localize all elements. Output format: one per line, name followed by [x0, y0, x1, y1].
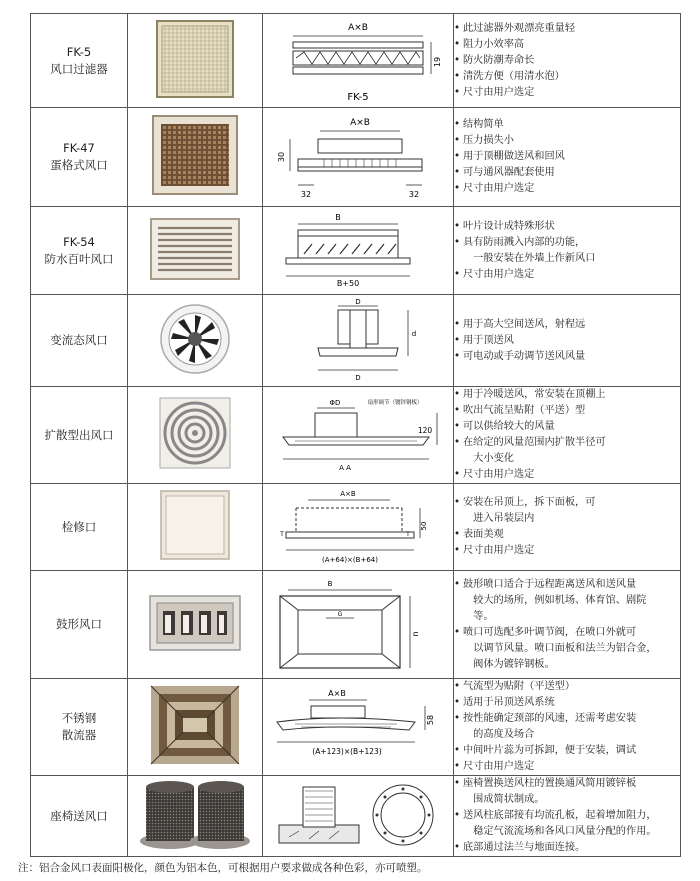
bullet-icon: •: [454, 318, 461, 330]
photo-cell: [128, 571, 263, 679]
filter-photo: [155, 19, 235, 99]
feature-text: 可与通风器配套使用: [463, 167, 555, 178]
feature-text: 中间叶片蕊为可拆卸，便于安装，调试: [463, 745, 637, 756]
bullet-icon: •: [454, 236, 461, 248]
feature-text: 适用于吊顶送风系统: [463, 697, 555, 708]
dim-side: 30: [277, 151, 286, 163]
bullet-icon: •: [454, 745, 461, 756]
feature-text: 较大的场所，例如机场、体育馆、剧院: [463, 594, 647, 606]
drum-nozzle-drawing: [268, 576, 448, 674]
bullet-icon: •: [454, 86, 461, 98]
bullet-icon: •: [454, 268, 461, 280]
dim-left: 32: [300, 190, 312, 199]
feature-item: [454, 467, 680, 483]
feature-item: [454, 451, 680, 467]
photo-cell: [128, 207, 263, 295]
model-code: FK-47: [63, 141, 95, 155]
bullet-icon: •: [454, 22, 461, 34]
bullet-icon: •: [454, 810, 461, 821]
product-name: 座椅送风口: [50, 808, 108, 823]
features-cell: [454, 295, 681, 387]
feature-item: [454, 69, 680, 85]
feature-item: [454, 149, 680, 165]
bullet-icon: •: [454, 778, 461, 789]
stainless-diffuser-drawing: [265, 684, 451, 770]
feature-item: [454, 657, 680, 673]
feature-item: [454, 824, 680, 840]
feature-item: [454, 133, 680, 149]
feature-item: [454, 85, 680, 101]
bullet-icon: •: [454, 761, 461, 772]
feature-item: [454, 625, 680, 641]
features-cell: [454, 571, 681, 679]
bullet-icon: •: [454, 405, 461, 416]
feature-item: [454, 577, 680, 593]
stainless-diffuser-photo: [150, 685, 240, 765]
bullet-icon: •: [454, 220, 461, 232]
product-name: 鼓形风口: [56, 617, 102, 631]
feature-text: 底部通过法兰与地面连接。: [463, 842, 586, 853]
feature-item: [454, 527, 680, 543]
table-row: [31, 108, 681, 207]
dim-bottom: D: [355, 373, 361, 382]
product-name: 风口过滤器: [50, 61, 108, 76]
dim-side: d: [411, 329, 417, 338]
product-name-line1: 不锈钢: [61, 711, 97, 725]
drawing-cell: [263, 679, 454, 776]
bullet-icon: •: [454, 135, 461, 146]
feature-text: 的高度及场合: [463, 729, 535, 740]
bullet-icon: •: [454, 334, 461, 346]
drawing-cell: [263, 387, 454, 484]
bullet-icon: •: [454, 469, 461, 480]
access-panel-photo: [160, 490, 230, 560]
bullet-icon: •: [454, 350, 461, 362]
product-name: 扩散型出风口: [44, 427, 114, 442]
table-row: [31, 484, 681, 571]
feature-text: 用于高大空间送风，射程远: [463, 318, 586, 330]
feature-text: 围成简状制成。: [463, 794, 545, 805]
product-name-line2: 散流器: [61, 728, 97, 742]
feature-item: [454, 743, 680, 759]
bullet-icon: •: [454, 681, 461, 692]
dim-top: A×B: [328, 689, 346, 698]
dim-bottom: (A+64)×(B+64): [322, 556, 378, 564]
feature-text: 用于顶棚做送风和回风: [463, 151, 565, 162]
feature-text: 等。: [463, 610, 494, 622]
drawing-cell: [263, 484, 454, 571]
feature-text: 防火防潮寿命长: [463, 54, 535, 66]
feature-item: [454, 511, 680, 527]
model-code: FK-54: [63, 234, 95, 249]
feature-text: 叶片设计成特殊形状: [463, 220, 555, 232]
feature-item: [454, 792, 680, 808]
features-cell: [454, 108, 681, 207]
features-cell: [454, 207, 681, 295]
features-cell: [454, 387, 681, 484]
feature-item: [454, 251, 680, 267]
dim-bottom: (A+123)×(B+123): [312, 747, 382, 756]
feature-item: [454, 641, 680, 657]
feature-text: 按性能确定颈部的风速，还需考虑安装: [463, 713, 637, 724]
feature-item: [454, 495, 680, 511]
dim-side: n: [411, 630, 420, 637]
bullet-icon: •: [454, 119, 461, 130]
feature-text: 气流型为贴附（平送型）: [463, 681, 576, 692]
feature-text: 尺寸由用户选定: [463, 183, 535, 194]
table-row: [31, 679, 681, 776]
seat-outlet-photo: [136, 777, 254, 851]
feature-text: 此过滤器外观漂亮重量轻: [463, 22, 576, 34]
photo-cell: [128, 295, 263, 387]
table-row: [31, 571, 681, 679]
feature-text: 具有防雨溅入内部的功能，: [463, 236, 586, 248]
dim-top: A×B: [350, 118, 370, 128]
product-name-cell: [31, 207, 128, 295]
bullet-icon: •: [454, 697, 461, 708]
feature-item: [454, 695, 680, 711]
bullet-icon: •: [454, 626, 461, 638]
feature-item: [454, 679, 680, 695]
product-name-cell: [31, 776, 128, 857]
feature-text: 阀体为镀锌钢板。: [463, 658, 555, 670]
product-name: 检修口: [61, 519, 97, 534]
drawing-cell: [263, 108, 454, 207]
table-row: [31, 14, 681, 108]
feature-item: [454, 387, 680, 403]
louver-drawing: [268, 210, 448, 292]
feature-item: [454, 165, 680, 181]
dim-bottom: B+50: [336, 278, 360, 288]
photo-cell: [128, 108, 263, 207]
drawing-cell: [263, 776, 454, 857]
product-name: 蛋格式风口: [50, 158, 108, 172]
bullet-icon: •: [454, 54, 461, 66]
feature-text: 可以供给较大的风量: [463, 421, 555, 432]
bullet-icon: •: [454, 545, 461, 556]
bullet-icon: •: [454, 578, 461, 590]
product-name: 防水百叶风口: [44, 251, 114, 266]
model-code: FK-5: [66, 44, 92, 59]
dim-bottom: A A: [339, 464, 351, 472]
dim-top: A×B: [340, 490, 356, 498]
feature-item: [454, 333, 680, 349]
feature-item: [454, 117, 680, 133]
table-row: [31, 387, 681, 484]
feature-item: [454, 840, 680, 856]
footnote: 注：铝合金风口表面阳极化，颜色为铝本色，可根据用户要求做成各种色彩，亦可喷塑。: [18, 862, 428, 874]
dim-side: 58: [426, 714, 435, 726]
table-row: [31, 295, 681, 387]
feature-text: 吹出气流呈贴附（平送）型: [463, 405, 586, 416]
drawing-cell: [263, 295, 454, 387]
filter-drawing: [268, 18, 448, 104]
feature-item: [454, 53, 680, 69]
bullet-icon: •: [454, 38, 461, 50]
feature-text: 安装在吊顶上，拆下面板，可: [463, 497, 596, 508]
drawing-cell: [263, 207, 454, 295]
photo-cell: [128, 776, 263, 857]
feature-text: 座椅置换送风柱的置换通风简用镀锌板: [463, 778, 637, 789]
product-table: [30, 13, 681, 857]
access-panel-drawing: [268, 486, 448, 568]
dim-side: 50: [420, 521, 428, 531]
feature-text: 用于冷暖送风，常安装在顶棚上: [463, 389, 606, 400]
dim-inner: G: [337, 610, 343, 618]
dim-top: B: [335, 212, 341, 222]
feature-text: 清洗方便（用清水泡）: [463, 70, 565, 82]
callout-label: 扇形调节（镀锌钢板）: [367, 400, 423, 406]
swirl-diffuser-photo: [159, 303, 231, 375]
feature-item: [454, 181, 680, 197]
feature-text: 结构简单: [463, 119, 504, 130]
product-name-cell: [31, 679, 128, 776]
feature-item: [454, 435, 680, 451]
egg-crate-photo: [152, 115, 238, 195]
feature-text: 表面美观: [463, 529, 504, 540]
photo-cell: [128, 679, 263, 776]
features-cell: [454, 776, 681, 857]
egg-crate-drawing: [268, 111, 448, 203]
bullet-icon: •: [454, 183, 461, 194]
dim-right: 32: [408, 190, 420, 199]
photo-cell: [128, 484, 263, 571]
product-name-cell: [31, 108, 128, 207]
round-diffuser-photo: [159, 397, 231, 469]
feature-text: 压力损失小: [463, 135, 514, 146]
feature-text: 鼓形喷口适合于远程距离送风和送风量: [463, 578, 637, 590]
dim-left: T: [280, 531, 284, 538]
drum-nozzle-photo: [149, 595, 241, 651]
feature-item: [454, 759, 680, 775]
product-name-cell: [31, 14, 128, 108]
swirl-diffuser-drawing: [268, 298, 448, 384]
louver-photo: [150, 218, 240, 280]
feature-item: [454, 609, 680, 625]
feature-item: [454, 219, 680, 235]
feature-text: 大小变化: [463, 453, 514, 464]
seat-outlet-drawing: [265, 779, 451, 853]
feature-text: 一般安装在外墙上作新风口: [463, 252, 596, 264]
feature-text: 进入吊装层内: [463, 513, 535, 524]
drawing-cell: [263, 571, 454, 679]
features-cell: [454, 484, 681, 571]
feature-text: 喷口可选配多叶调节阀，在喷口外就可: [463, 626, 637, 638]
dim-side: 19: [433, 56, 442, 67]
feature-text: 尺寸由用户选定: [463, 86, 535, 98]
table-row: [31, 776, 681, 857]
dim-top: ΦD: [329, 399, 341, 407]
feature-text: 尺寸由用户选定: [463, 268, 535, 280]
feature-text: 送风柱底部接有均流孔板，起着增加阻力，: [463, 810, 657, 821]
feature-item: [454, 37, 680, 53]
feature-item: [454, 727, 680, 743]
bullet-icon: •: [454, 389, 461, 400]
product-name-cell: [31, 571, 128, 679]
feature-text: 阻力小效率高: [463, 38, 525, 50]
features-cell: [454, 14, 681, 108]
feature-item: [454, 349, 680, 365]
dim-right: T: [406, 531, 410, 538]
feature-text: 尺寸由用户选定: [463, 469, 535, 480]
bullet-icon: •: [454, 421, 461, 432]
dim-top: A×B: [348, 22, 368, 33]
feature-text: 可电动或手动调节送风风量: [463, 350, 586, 362]
feature-text: 尺寸由用户选定: [463, 761, 535, 772]
features-cell: [454, 679, 681, 776]
product-name-cell: [31, 387, 128, 484]
feature-item: [454, 593, 680, 609]
feature-text: 在给定的风量范围内扩散半径可: [463, 437, 606, 448]
feature-item: [454, 235, 680, 251]
bullet-icon: •: [454, 529, 461, 540]
feature-text: 以调节风量。喷口面板和法兰为铝合金，: [463, 642, 657, 654]
product-name-cell: [31, 295, 128, 387]
round-diffuser-drawing: [265, 393, 451, 477]
table-row: [31, 207, 681, 295]
feature-item: [454, 419, 680, 435]
drawing-caption: FK-5: [347, 91, 369, 103]
feature-item: [454, 21, 680, 37]
dim-top: B: [327, 579, 333, 588]
photo-cell: [128, 14, 263, 108]
bullet-icon: •: [454, 151, 461, 162]
bullet-icon: •: [454, 437, 461, 448]
bullet-icon: •: [454, 497, 461, 508]
feature-item: [454, 267, 680, 283]
feature-item: [454, 317, 680, 333]
feature-text: 尺寸由用户选定: [463, 545, 535, 556]
feature-item: [454, 711, 680, 727]
feature-item: [454, 808, 680, 824]
bullet-icon: •: [454, 842, 461, 853]
dim-side: 120: [417, 426, 433, 435]
bullet-icon: •: [454, 167, 461, 178]
dim-top: D: [355, 297, 361, 306]
feature-item: [454, 543, 680, 559]
drawing-cell: [263, 14, 454, 108]
feature-item: [454, 403, 680, 419]
photo-cell: [128, 387, 263, 484]
bullet-icon: •: [454, 70, 461, 82]
feature-text: 稳定气流流场和各风口风量分配的作用。: [463, 826, 657, 837]
product-name: 变流态风口: [50, 333, 108, 347]
feature-text: 用于顶送风: [463, 334, 514, 346]
feature-item: [454, 776, 680, 792]
bullet-icon: •: [454, 713, 461, 724]
product-name-cell: [31, 484, 128, 571]
